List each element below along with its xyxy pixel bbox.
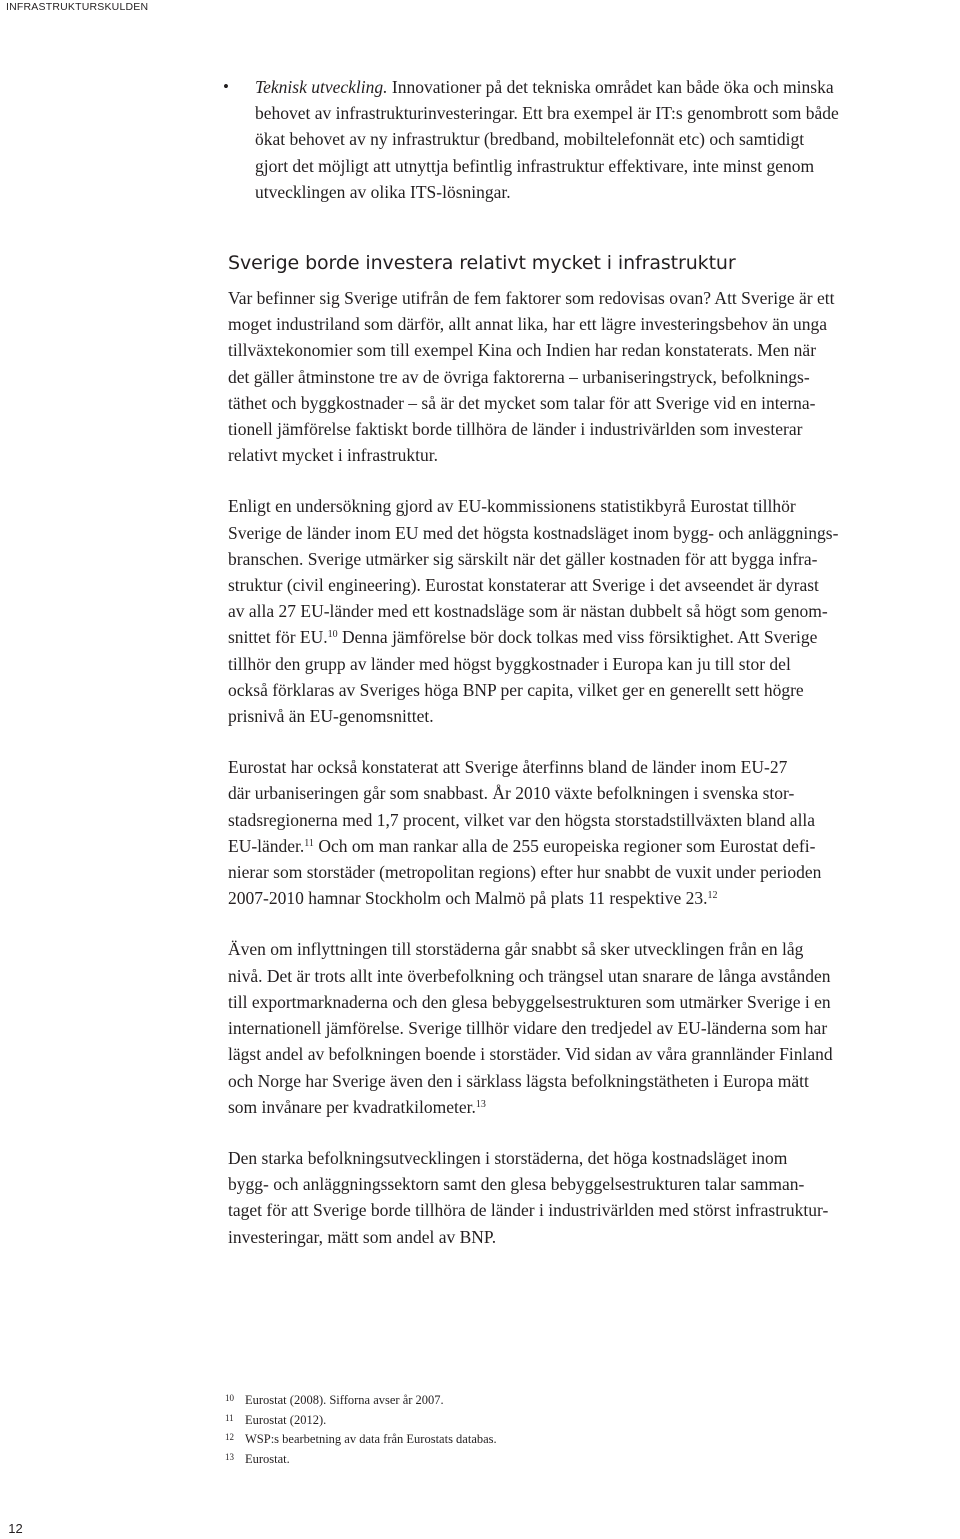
text-line: Innovationer på det tekniska området kan både öka och minska [387, 77, 834, 97]
text-line: branschen. Sverige utmärker sig särskilt när det gäller kostnaden för att bygga infra- [228, 548, 818, 569]
text-line: också förklaras av Sveriges höga BNP per capita, vilket ger en generellt sett högre [228, 679, 804, 700]
footnote-text: Eurostat (2012). [245, 1412, 327, 1427]
text-line: taget för att Sverige borde tillhöra de länder i industrivärlden med störst infrastruktur- [228, 1200, 829, 1221]
text-line: gjort det möjligt att utnyttja befintlig infrastruktur effektivare, inte minst genom [255, 155, 815, 176]
running-head: INFRASTRUKTURSKULDEN [6, 1, 149, 13]
footnote-number: 12 [225, 1432, 234, 1442]
main-content [223, 74, 960, 1275]
bullet-text [228, 74, 960, 205]
text-line: utvecklingen av olika ITS-lösningar. [255, 181, 511, 202]
text-line: EU-länder. [228, 835, 305, 856]
footnote-text: Eurostat. [245, 1451, 290, 1466]
text-line: täthet och byggkostnader – så är det mycket som talar för att Sverige vid en interna- [228, 392, 816, 413]
footnote-ref[interactable]: 12 [707, 890, 718, 902]
paragraphs [228, 285, 960, 1250]
text-line: moget industriland som därför, allt annat lika, har ett lägre investeringsbehov än unga [228, 314, 827, 335]
bullet-item [223, 74, 960, 205]
text-line: som invånare per kvadratkilometer. [228, 1096, 476, 1117]
text-line: Denna jämförelse bör dock tolkas med viss försiktighet. Att Sverige [337, 627, 818, 648]
footnote-number: 13 [225, 1451, 234, 1462]
text-line: Enligt en undersökning gjord av EU-kommissionens statistikbyrå Eurostat tillhör [228, 496, 796, 517]
footnote-ref[interactable]: 10 [327, 629, 338, 641]
paragraph [228, 1145, 960, 1250]
text-line: Den starka befolkningsutvecklingen i storstäderna, det höga kostnadsläget inom [228, 1147, 788, 1168]
paragraph [228, 754, 960, 911]
text-line: stadsregionerna med 1,7 procent, vilket var den högsta storstadstillväxten bland alla [228, 809, 816, 830]
paragraph [228, 936, 960, 1119]
text-line: där urbaniseringen går som snabbast. År 2010 växte befolkningen i svenska stor- [228, 783, 795, 804]
text-line: behovet av infrastrukturinvesteringar. Ett bra exempel är IT:s genombrott som både [255, 103, 839, 124]
text-line: bygg- och anläggningssektorn samt den glesa bebyggelsestrukturen talar samman- [228, 1174, 805, 1195]
text-line: lägst andel av befolkningen boende i storstäder. Vid sidan av våra grannländer Finland [228, 1044, 833, 1065]
text-line: Eurostat har också konstaterat att Sverige återfinns bland de länder inom EU-27 [228, 757, 788, 778]
text-line: nierar som storstäder (metropolitan regions) efter hur snabbt de vuxit under perioden [228, 862, 822, 883]
text-line: Och om man rankar alla de 255 europeiska regioner som Eurostat defi- [313, 835, 816, 856]
text-line: Sverige de länder inom EU med det högsta kostnadsläget inom bygg- och anläggnings- [228, 522, 839, 543]
text-line: till exportmarknaderna och den glesa bebyggelsestrukturen som utmärker Sverige i en [228, 991, 831, 1012]
text-line: tionell jämförelse faktiskt borde tillhöra de länder i industrivärlden som investerar [228, 419, 803, 440]
text-line: 2007-2010 hamnar Stockholm och Malmö på plats 11 respektive 23. [228, 888, 708, 909]
footnote-text: WSP:s bearbetning av data från Eurostats databas. [245, 1432, 497, 1446]
bullet-term: Teknisk utveckling. [255, 77, 388, 97]
bullet-icon: • [223, 77, 229, 96]
text-line: investeringar, mätt som andel av BNP. [228, 1226, 497, 1247]
footnote [225, 1430, 497, 1450]
footnote-ref[interactable]: 13 [475, 1098, 486, 1110]
text-line: Var befinner sig Sverige utifrån de fem faktorer som redovisas ovan? Att Sverige är ett [228, 288, 835, 309]
section-heading: Sverige borde investera relativt mycket i infrastruktur [228, 252, 736, 275]
text-line: prisnivå än EU-genomsnittet. [228, 706, 434, 727]
footnote [225, 1411, 497, 1431]
footnote-number: 11 [225, 1412, 234, 1423]
footnote-text: Eurostat (2008). Sifforna avser år 2007. [245, 1393, 444, 1407]
text-line: av alla 27 EU-länder med ett kostnadsläge som är nästan dubbelt så högt som genom- [228, 601, 828, 622]
text-line: relativt mycket i infrastruktur. [228, 445, 438, 466]
text-line: nivå. Det är trots allt inte överbefolkning och trängsel utan snarare de långa avstånden [228, 965, 831, 986]
footnote [225, 1450, 497, 1470]
paragraph [228, 285, 960, 468]
paragraph [228, 493, 960, 729]
text-line: och Norge har Sverige även den i särklass lägsta befolkningstätheten i Europa mätt [228, 1070, 809, 1091]
text-line: tillhör den grupp av länder med högst byggkostnader i Europa kan ju till stor del [228, 653, 791, 674]
page-number: 12 [8, 1521, 23, 1536]
text-line: internationell jämförelse. Sverige tillhör vidare den tredjedel av EU-länderna som har [228, 1018, 828, 1039]
text-line: struktur (civil engineering). Eurostat konstaterar att Sverige i det avseendet är dyrast [228, 575, 819, 596]
footnote [225, 1391, 497, 1411]
text-line: tillväxtekonomier som till exempel Kina och Indien har redan konstaterats. Men när [228, 340, 817, 361]
text-line: snittet för EU. [228, 627, 328, 648]
footnote-ref[interactable]: 11 [304, 837, 314, 849]
footnotes [225, 1391, 497, 1469]
footnote-number: 10 [225, 1393, 234, 1403]
text-line: det gäller åtminstone tre av de övriga faktorerna – urbaniseringstryck, befolknings- [228, 366, 810, 387]
text-line: ökat behovet av ny infrastruktur (bredband, mobiltelefonnät etc) och samtidigt [255, 129, 805, 150]
text-line: Även om inflyttningen till storstäderna går snabbt så sker utvecklingen från en låg [228, 939, 804, 960]
